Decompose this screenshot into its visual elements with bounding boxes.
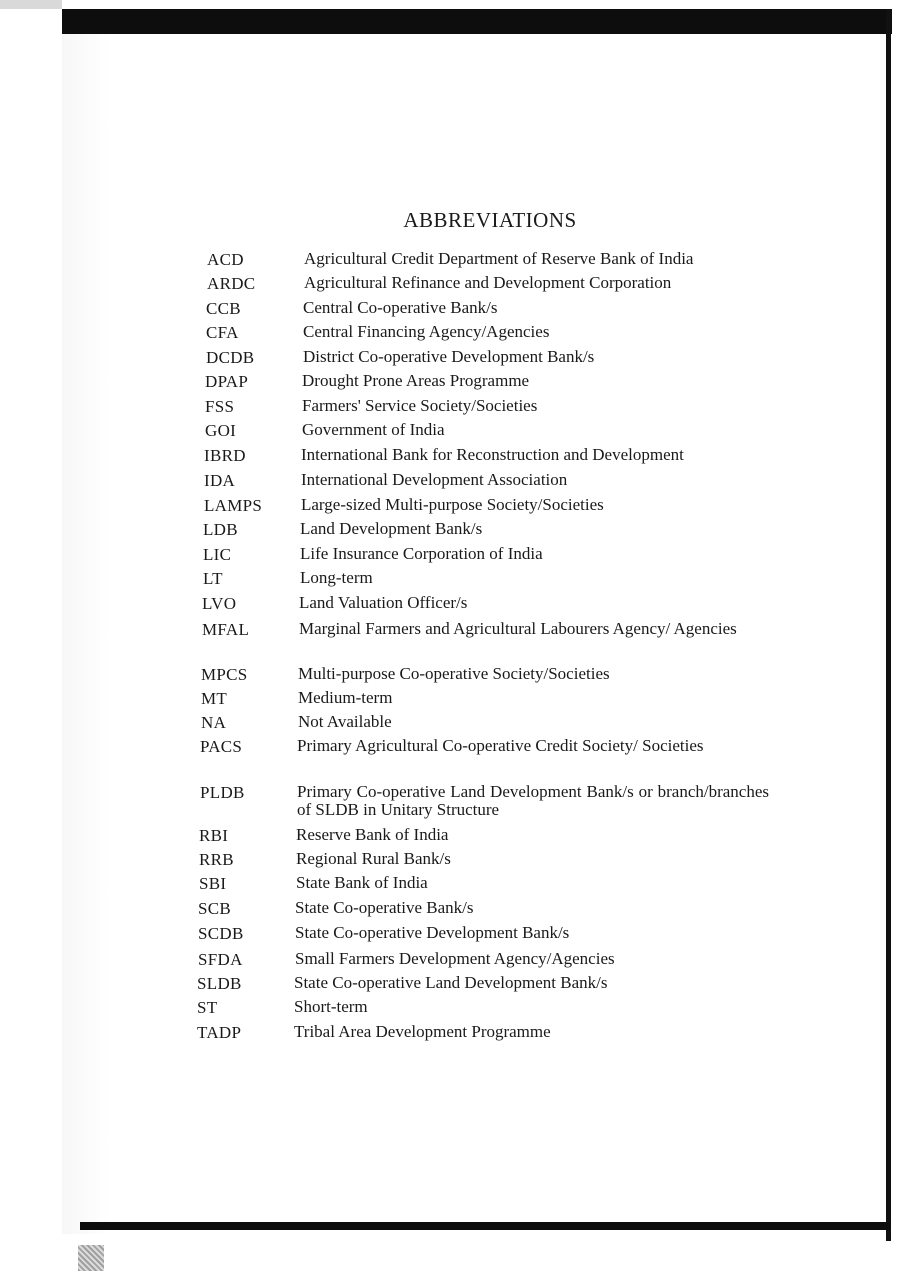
abbreviation-definition: State Co-operative Bank/s [295, 898, 474, 917]
abbreviation-definition: District Co-operative Development Bank/s [303, 347, 595, 366]
abbreviation-code: DCDB [206, 348, 255, 367]
abbreviation-definition: Small Farmers Development Agency/Agencies [295, 949, 615, 968]
abbreviation-code: IDA [204, 471, 236, 490]
abbreviation-definition: Life Insurance Corporation of India [300, 544, 543, 563]
abbreviation-definition: Not Available [298, 712, 392, 731]
abbreviation-code: MPCS [201, 665, 248, 684]
abbreviation-code: SFDA [198, 950, 243, 969]
abbreviation-code: GOI [205, 421, 237, 440]
abbreviation-code: ACD [207, 250, 244, 269]
abbreviation-code: RBI [199, 826, 229, 845]
abbreviation-code: SLDB [197, 974, 242, 993]
abbreviation-definition: Multi-purpose Co-operative Society/Societies [298, 664, 610, 683]
abbreviation-definition: International Development Association [301, 470, 568, 489]
abbreviation-code: DPAP [205, 372, 249, 391]
abbreviation-code: PLDB [200, 783, 245, 802]
page-title: ABBREVIATIONS [403, 208, 577, 232]
abbreviation-definition: Land Valuation Officer/s [299, 593, 468, 612]
abbreviation-code: SCDB [198, 924, 244, 943]
abbreviation-definition: Agricultural Credit Department of Reserve Bank of India [304, 249, 694, 268]
abbreviation-code: MT [201, 689, 228, 708]
abbreviation-definition: Tribal Area Development Programme [294, 1022, 551, 1041]
abbreviation-code: LAMPS [204, 496, 263, 515]
abbreviation-definition: International Bank for Reconstruction and Development [301, 445, 684, 464]
abbreviation-definition: Large-sized Multi-purpose Society/Societies [301, 495, 604, 514]
abbreviation-code: FSS [205, 397, 235, 416]
abbreviation-code: LT [203, 569, 223, 588]
abbreviation-code: ST [197, 998, 218, 1017]
abbreviation-definition: Medium-term [298, 688, 393, 707]
abbreviation-definition: Central Financing Agency/Agencies [303, 322, 550, 341]
abbreviation-code: CCB [206, 299, 241, 318]
abbreviation-definition: Primary Agricultural Co-operative Credit Society/ Societies [297, 736, 704, 755]
abbreviation-definition: Government of India [302, 420, 445, 439]
abbreviation-definition: State Co-operative Land Development Bank/s [294, 973, 608, 992]
abbreviation-definition: Marginal Farmers and Agricultural Labourers Agency/ Agencies [299, 619, 737, 638]
abbreviation-code: ARDC [207, 274, 256, 293]
abbreviation-code: IBRD [204, 446, 246, 465]
abbreviation-definition: Agricultural Refinance and Development Corporation [304, 273, 672, 292]
abbreviation-code: SCB [198, 899, 232, 918]
abbreviation-definition: Reserve Bank of India [296, 825, 449, 844]
abbreviation-code: NA [201, 713, 227, 732]
abbreviation-code: RRB [199, 850, 234, 869]
abbreviation-code: TADP [197, 1023, 242, 1042]
abbreviation-definition: Primary Co-operative Land Development Bank/s or branch/branches of SLDB in Unitary Structure [297, 782, 769, 819]
abbreviation-code: PACS [200, 737, 243, 756]
abbreviation-code: CFA [206, 323, 239, 342]
abbreviation-code: LIC [203, 545, 232, 564]
abbreviation-definition: Regional Rural Bank/s [296, 849, 451, 868]
abbreviation-code: SBI [199, 874, 227, 893]
abbreviation-code: LVO [202, 594, 237, 613]
abbreviation-definition: Farmers' Service Society/Societies [302, 396, 538, 415]
abbreviation-definition: Short-term [294, 997, 368, 1016]
abbreviation-definition: Long-term [300, 568, 373, 587]
abbreviation-code: MFAL [202, 620, 250, 639]
abbreviation-code: LDB [203, 520, 238, 539]
abbreviation-definition: State Co-operative Development Bank/s [295, 923, 570, 942]
abbreviation-definition: State Bank of India [296, 873, 428, 892]
abbreviation-definition: Land Development Bank/s [300, 519, 483, 538]
abbreviation-definition: Central Co-operative Bank/s [303, 298, 498, 317]
abbreviation-definition: Drought Prone Areas Programme [302, 371, 530, 390]
